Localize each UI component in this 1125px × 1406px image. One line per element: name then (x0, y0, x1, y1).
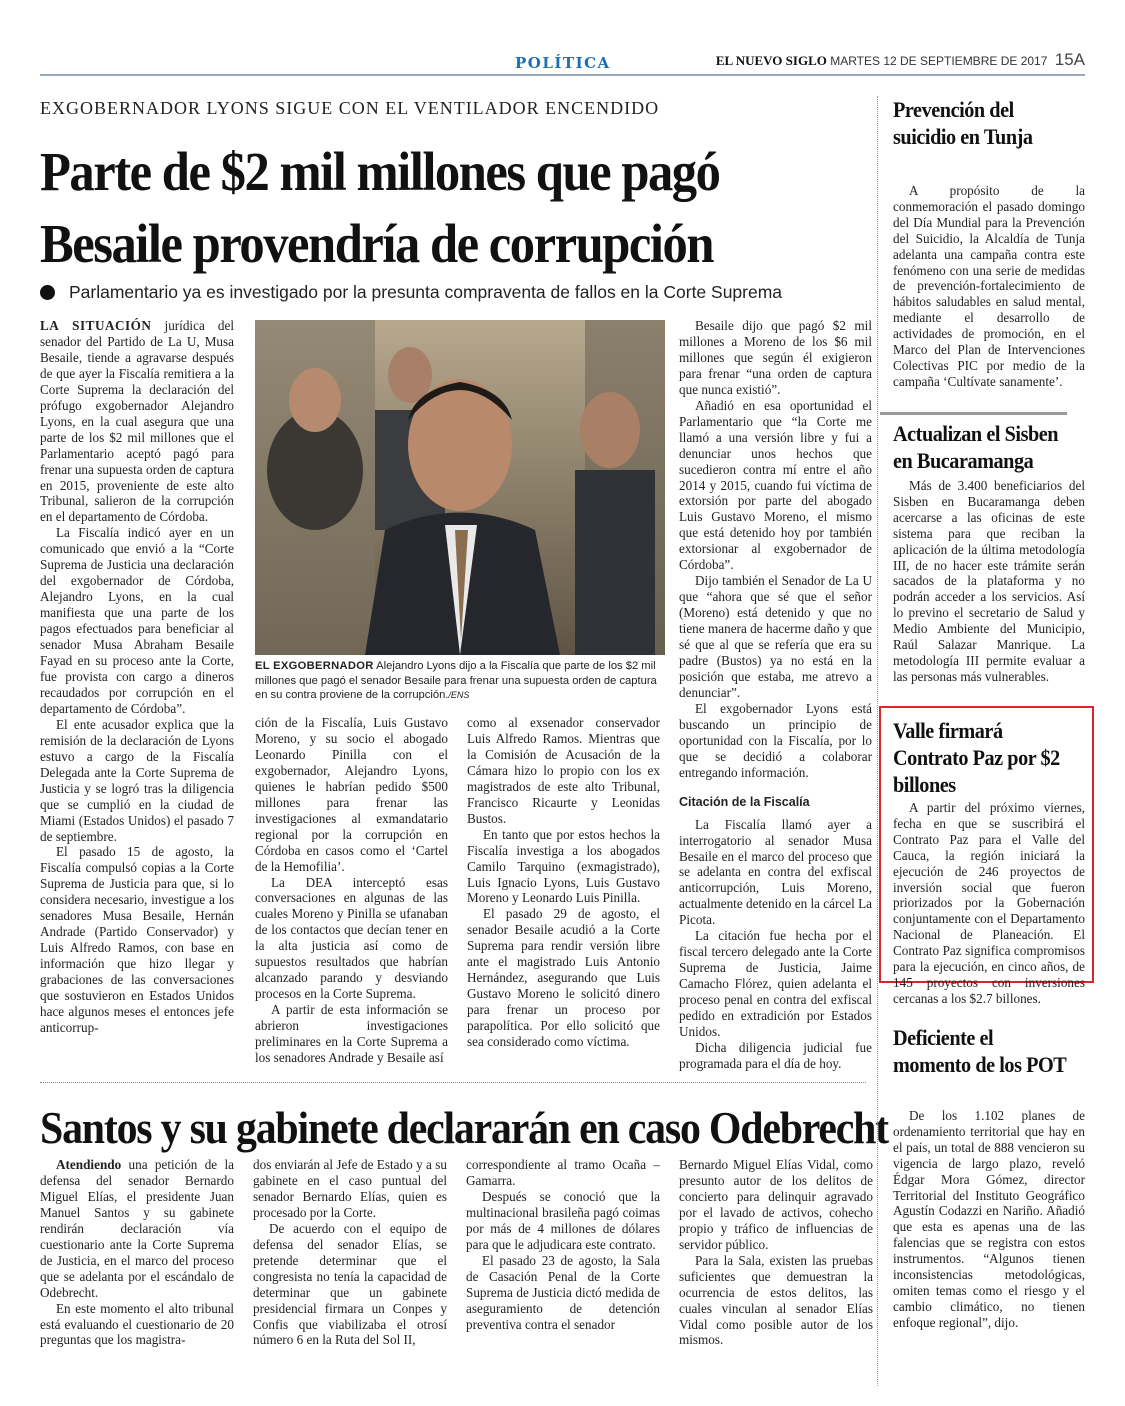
main-column-1 (40, 318, 234, 1036)
paragraph: En tanto que por estos hechos la Fiscalía investiga a los abogados Camilo Tarquino (exmagistrado), Luis Ignacio Lyons, Luis Gustavo Moreno y Leonardo Luis Pinilla. (467, 826, 660, 906)
paragraph: El ente acusador explica que la remisión de la declaración de Lyons estuvo a cargo de la Fiscalía Delegada ante la Corte Suprema de Justicia y se logró tras la diligencia que se cumplió en la ciudad de Miami (Estados Unidos) el pasado 7 de septiembre. (40, 716, 234, 844)
second-column-4 (679, 1157, 873, 1348)
paragraph: Añadió en esa oportunidad el Parlamentario que “la Corte me llamó a una versión libre y fui a denunciar unos hechos que sucedieron contra mí entre el año 2014 y 2015, cuando fui víctima de extorsión por parte del abogado Luis Gustavo Moreno, el mismo que está detenido hoy por también extorsionar al exgobernador de Córdoba”. (679, 397, 872, 573)
paragraph: dos enviarán al Jefe de Estado y a su gabinete en el caso puntual del senador Bernardo Elías, quien es procesado por la Corte. (253, 1157, 447, 1220)
brief-title-pot: Deficiente el momento de los POT (893, 1025, 1067, 1077)
second-column-3 (466, 1157, 660, 1332)
paragraph: La DEA interceptó esas conversaciones en algunas de las cuales Moreno y Pinilla se ufanaban de los contactos que decían tener en la alta justicia así como de supuestos resultados que habrían alcanzado parando y desviando procesos en la Corte Suprema. (255, 874, 448, 1002)
bullet-icon (40, 285, 55, 300)
paragraph: La Fiscalía llamó ayer a interrogatorio al senador Musa Besaile en el marco del proceso que se adelanta en contra del exfiscal anticorrupción, Luis Moreno, actualmente detenido en la cárcel La Picota. (679, 816, 872, 928)
brief-title-sisben: Actualizan el Sisben en Bucaramanga (893, 421, 1059, 473)
brief-body-suicidio: A propósito de la conmemoración el pasado domingo del Día Mundial para la Prevención del Suicidio, la Alcaldía de Tunja adelanta una campaña contra este fenómeno con una serie de medidas de prevención-fortalecimiento de hábitos saludables en salud mental, mediante el desarrollo de actividades de promoción, en el Marco del Plan de Intervenciones Colectivas PIC por medio de la campaña ‘Cultívate sanamente’. (893, 183, 1085, 389)
paragraph: La Fiscalía indicó ayer en un comunicado que envió a la “Corte Suprema de Justicia una declaración del exgobernador de Córdoba, Alejandro Lyons, en la cual manifiesta que una parte de los pagos efectuados para beneficiar al senador Musa Abraham Besaile Fayad en su proceso ante la Corte, fue provista con cargo a dineros recaudados por corrupción en el departamento de Córdoba”. (40, 525, 234, 716)
paragraph: En este momento el alto tribunal está evaluando el cuestionario de 20 preguntas que los magistra- (40, 1300, 234, 1348)
paragraph: El pasado 15 de agosto, la Fiscalía compulsó copias a la Corte Suprema de Justicia para que, si lo considera necesario, investigue a los senadores Musa Besaile, Hernán Andrade (Partido Conservador) y Luis Alfredo Ramos, con base en información que hizo llegar y grabaciones de las conversaciones que sostuvieron en Estados Unidos hace algunos meses el entonces jefe anticorrup- (40, 844, 234, 1035)
column-subheading: Citación de la Fiscalía (679, 794, 810, 809)
caption-credit: /ENS (448, 690, 470, 700)
paragraph: Después se conoció que la multinacional brasileña pagó coimas por más de 4 millones de dólares para que le adjudicara este contrato. (466, 1188, 660, 1252)
paragraph: ción de la Fiscalía, Luis Gustavo Moreno, y su socio el abogado Leonardo Pinilla con el exgobernador, Alejandro Lyons, quienes le habrían pedido $500 millones para frenar las investigaciones al exmandatario regional por la corrupción en Córdoba en casos como el ‘Cartel de la Hemofilia’. (255, 715, 448, 874)
main-kicker: EXGOBERNADOR LYONS SIGUE CON EL VENTILADOR ENCENDIDO (40, 98, 660, 118)
caption-text: Alejandro Lyons dijo a la Fiscalía que parte de los $2 mil millones que pagó el senador Besaile para frenar una supuesta orden de captura en su contra proviene de la corrupción. (255, 660, 657, 701)
paragraph: Bernardo Miguel Elías Vidal, como presunto autor de los delitos de concierto para delinquir agravado por el lavado de activos, cohecho propio y tráfico de influencias de servidor público. (679, 1157, 873, 1252)
masthead (716, 50, 1085, 70)
paragraph: El pasado 23 de agosto, la Sala de Casación Penal de la Corte Suprema de Justicia dictó medida de aseguramiento de detención preventiva contra el senador (466, 1252, 660, 1332)
photo-caption (255, 659, 665, 703)
brief-separator (880, 412, 1067, 415)
sidebar-divider (877, 96, 878, 1386)
paragraph: La citación fue hecha por el fiscal tercero delegado ante la Corte Suprema de Justicia, Jaime Camacho Flórez, quien adelanta el proceso penal en contra del exfiscal pedido en extradición por Estados Unidos. (679, 928, 872, 1039)
second-column-2 (253, 1157, 447, 1348)
paragraph: Dicha diligencia judicial fue programada para el día de hoy. (679, 1039, 872, 1071)
subhead-text: Parlamentario ya es investigado por la presunta compraventa de fallos en la Corte Suprema (69, 282, 783, 302)
main-subhead (40, 282, 782, 303)
lead-word: LA SITUACIÓN (40, 318, 152, 333)
paragraph: correspondiente al tramo Ocaña – Gamarra. (466, 1157, 660, 1188)
caption-lead: EL EXGOBERNADOR (255, 660, 374, 672)
photo-besaile (255, 320, 665, 655)
paragraph: Atendiendo una petición de la defensa del senador Bernardo Miguel Elías, el presidente Juan Manuel Santos y su gabinete rendirán declaración vía cuestionario ante la Corte Suprema de Justicia, en el marco del proceso que se adelanta por el escándalo de Odebrecht. (40, 1157, 234, 1300)
paragraph: Besaile dijo que pagó $2 mil millones a Moreno de los $6 mil millones que según él exigieron para frenar “una orden de captura que nunca existió”. (679, 318, 872, 397)
paragraph: A partir de esta información se abrieron investigaciones preliminares en la Corte Suprema a los senadores Andrade y Besaile así (255, 1002, 448, 1066)
second-headline: Santos y su gabinete declararán en caso Odebrecht (40, 1103, 888, 1153)
newspaper-name: EL NUEVO SIGLO (715, 53, 827, 68)
paragraph: De acuerdo con el equipo de defensa del senador Elías, se pretende determinar que el congresista no tenía la capacidad de determinar que un gabinete presidencial firmara un Conpes y Confis que viabilizaba el otrosí número 6 en la Ruta del Sol II, (253, 1220, 447, 1348)
second-column-1 (40, 1157, 234, 1348)
page-number: 15A (1054, 50, 1085, 69)
paragraph: El pasado 29 de agosto, el senador Besaile acudió a la Corte Suprema para rendir versión libre ante el magistrado Luis Antonio Hernández, asegurando que Luis Gustavo Moreno le solicitó dinero para frenar un proceso por parapolítica. Por ello solicitó que sea considerado como víctima. (467, 906, 660, 1050)
paragraph: Dijo también el Senador de La U que “ahora que sé que el señor (Moreno) está detenido y que no tiene manera de hacerme daño y que sé que al que se refería que era su padre (Bustos) ya no está en la posición que estaba, me atrevo a denunciar”. (679, 573, 872, 700)
lead-word: Atendiendo (56, 1157, 122, 1172)
brief-title-suicidio: Prevención del suicidio en Tunja (893, 97, 1033, 149)
brief-title-valle: Valle firmará Contrato Paz por $2 billones (893, 718, 1060, 797)
header-rule (40, 74, 1085, 76)
main-column-3 (467, 715, 660, 1050)
story-divider (40, 1082, 866, 1083)
brief-body-pot: De los 1.102 planes de ordenamiento territorial que hay en el país, un total de 888 vencieron su vigencia de largo plazo, reveló Édgar Mora Gómez, director Territorial del Instituto Geográfico Agustín Codazzi en Nariño. Añadió que esta es apenas una de las falencias que se registra con estos instrumentos. “Algunos tienen inconsistencias metodológicas, omiten temas como el riesgo y el cambio climático, no tienen enfoque regional”, dijo. (893, 1108, 1085, 1330)
paragraph: Para la Sala, existen las pruebas suficientes que demuestran la ocurrencia de estos delitos, las cuales vinculan al senador Elías Vidal como posible autor de los mismos. (679, 1252, 873, 1348)
brief-body-valle: A partir del próximo viernes, fecha en que se suscribirá el Contrato Paz para el Valle del Cauca, la región iniciará la ejecución de 246 proyectos de inversión social que fueron priorizados por la Gobernación conjuntamente con el Departamento Nacional de Planeación. El Contrato Paz significa compromisos para la ejecución, en cinco años, de 145 proyectos con inversiones cercanas a los $2.7 billones. (893, 800, 1085, 1006)
paragraph: El exgobernador Lyons está buscando un principio de oportunidad con la Fiscalía, por lo que se decidió a colaborar entregando información. (679, 700, 872, 780)
issue-date: MARTES 12 DE SEPTIEMBRE DE 2017 (830, 54, 1048, 68)
main-column-4 (679, 318, 872, 1072)
section-label: POLÍTICA (515, 54, 611, 72)
photo-illustration (255, 320, 665, 655)
main-column-2 (255, 715, 448, 1066)
brief-body-sisben: Más de 3.400 beneficiarios del Sisben en Bucaramanga deben acercarse a las oficinas de este sistema para que reciban la aplicación de la última metodología III, de no hacer este trámite serán sacados de la plataforma y no podrán acceder a los servicios. Así lo previno el secretario de Salud y Medio Ambiente del Municipio, Raúl Salazar Manrique. La metodología III permite evaluar a las personas más vulnerables. (893, 478, 1085, 684)
paragraph: LA SITUACIÓN jurídica del senador del Partido de La U, Musa Besaile, tiende a agravarse después de que ayer la Fiscalía remitiera a la Corte Suprema la declaración del prófugo exgobernador Alejandro Lyons, en la cual asegura que una parte de los $2 mil millones que el Parlamentario aceptó pagó para frenar una supuesta orden de captura en 2015, proveniente de este alto Tribunal, salieron de la corrupción en el departamento de Córdoba. (40, 318, 235, 525)
main-headline: Parte de $2 mil millones que pagó Besaile provendría de corrupción (40, 141, 720, 274)
paragraph: como al exsenador conservador Luis Alfredo Ramos. Mientras que la Comisión de Acusación de la Cámara hizo lo propio con los ex magistrados de este alto Tribunal, Francisco Ricaurte y Leonidas Bustos. (467, 715, 660, 826)
